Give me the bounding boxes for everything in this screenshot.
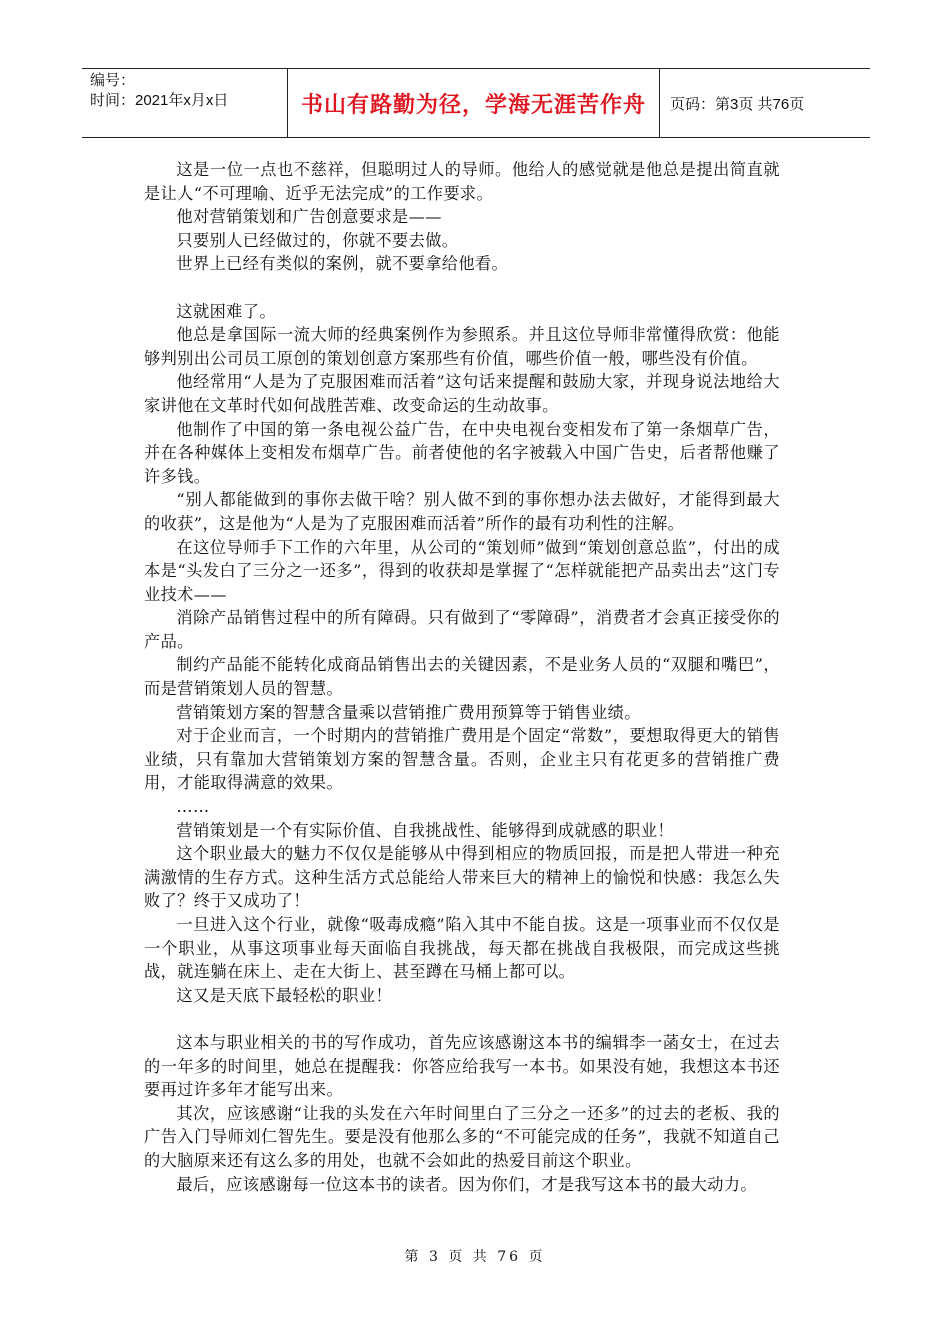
document-body [144, 158, 780, 1196]
page-footer: 第 3 页 共 76 页 [404, 1249, 546, 1265]
document-number-label: 编号： [90, 72, 136, 89]
paragraph-spacer [144, 276, 780, 300]
body-paragraph: 营销策划是一个有实际价值、自我挑战性、能够得到成就感的职业！ [176, 820, 675, 840]
body-paragraph: 一旦进入这个行业，就像“吸毒成瘾”陷入其中不能自拔。这是一项事业而不仅仅是一个职业，从事这项事业每天面临自我挑战，每天都在挑战自我极限，而完成这些挑战，就连躺在床上、走在大街上、甚至蹲在马桶上都可以。 [144, 915, 780, 982]
body-paragraph: 他制作了中国的第一条电视公益广告，在中央电视台变相发布了第一条烟草广告，并在各种媒体上变相发布烟草广告。前者使他的名字被载入中国广告史，后者帮他赚了许多钱。 [144, 419, 780, 486]
body-paragraph: 这是一位一点也不慈祥，但聪明过人的导师。他给人的感觉就是他总是提出简直就是让人“不可理喻、近乎无法完成”的工作要求。 [144, 160, 780, 203]
body-paragraph: 这又是天底下最轻松的职业！ [176, 985, 393, 1005]
body-paragraph: 他总是拿国际一流大师的经典案例作为参照系。并且这位导师非常懂得欣赏：他能够判别出公司员工原创的策划创意方案那些有价值，哪些价值一般，哪些没有价值。 [144, 325, 780, 368]
body-paragraph: “别人都能做到的事你去做干啥？别人做不到的事你想办法去做好，才能得到最大的收获”，这是他为“人是为了克服困难而活着”所作的最有功利性的注解。 [144, 490, 780, 533]
header-motto: 书山有路勤为径，学海无涯苦作舟 [287, 69, 660, 137]
body-paragraph: 在这位导师手下工作的六年里，从公司的“策划师”做到“策划创意总监”，付出的成本是“头发白了三分之一还多”，得到的收获却是掌握了“怎样就能把产品卖出去”这门专业技术—— [144, 537, 780, 604]
body-paragraph: 世界上已经有类似的案例，就不要拿给他看。 [176, 254, 509, 274]
body-paragraph: 他经常用“人是为了克服困难而活着”这句话来提醒和鼓励大家，并现身说法地给大家讲他在文革时代如何战胜苦难、改变命运的生动故事。 [144, 372, 780, 415]
body-paragraph: 只要别人已经做过的，你就不要去做。 [176, 230, 459, 250]
body-paragraph: 其次，应该感谢“让我的头发在六年时间里白了三分之一还多”的过去的老板、我的广告入门导师刘仁智先生。要是没有他那么多的“不可能完成的任务”，我就不知道自己的大脑原来还有这么多的用处，也就不会如此的热爱目前这个职业。 [144, 1103, 780, 1170]
header-page-number: 页码：第3页 共76页 [670, 95, 805, 113]
body-paragraph: 他对营销策划和广告创意要求是—— [176, 207, 442, 227]
body-paragraph: 这就困难了。 [176, 301, 276, 321]
body-paragraph: 对于企业而言，一个时期内的营销推广费用是个固定“常数”，要想取得更大的销售业绩，只有靠加大营销策划方案的智慧含量。否则，企业主只有花更多的营销推广费用，才能取得满意的效果。 [144, 726, 780, 793]
body-paragraph: …… [176, 797, 210, 817]
body-paragraph: 最后，应该感谢每一位这本书的读者。因为你们，才是我写这本书的最大动力。 [176, 1174, 757, 1194]
page-header [82, 68, 870, 138]
body-paragraph: 这本与职业相关的书的写作成功，首先应该感谢这本书的编辑李一菡女士，在过去的一年多的时间里，她总在提醒我：你答应给我写一本书。如果没有她，我想这本书还要再过许多年才能写出来。 [144, 1032, 780, 1100]
body-paragraph: 消除产品销售过程中的所有障碍。只有做到了“零障碍”，消费者才会真正接受你的产品。 [144, 608, 780, 651]
document-date-label: 时间：2021年x月x日 [90, 92, 229, 109]
body-paragraph: 这个职业最大的魅力不仅仅是能够从中得到相应的物质回报，而是把人带进一种充满激情的生存方式。这种生活方式总能给人带来巨大的精神上的愉悦和快感：我怎么失败了？终于又成功了！ [144, 844, 780, 911]
header-meta [82, 69, 287, 137]
body-paragraph: 制约产品能不能转化成商品销售出去的关键因素，不是业务人员的“双腿和嘴巴”，而是营销策划人员的智慧。 [144, 655, 780, 699]
body-paragraph: 营销策划方案的智慧含量乘以营销推广费用预算等于销售业绩。 [176, 702, 641, 722]
paragraph-spacer [144, 1007, 780, 1031]
